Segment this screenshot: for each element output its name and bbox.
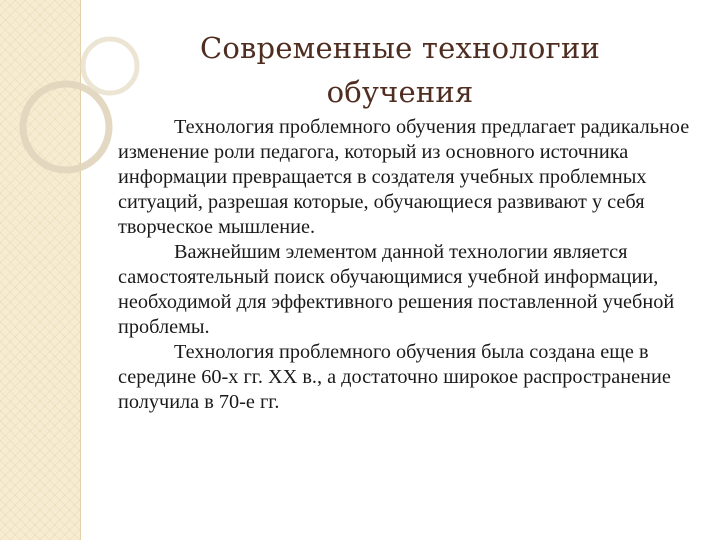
slide-title-line-2: обучения xyxy=(326,75,474,109)
slide-body xyxy=(118,115,692,415)
large-ring xyxy=(23,84,109,170)
slide-title xyxy=(120,26,680,114)
paragraph-history: Технология проблемного обучения была создана еще в середине 60-х гг. XX в., а достаточно широкое распространение получила в 70-е гг. xyxy=(118,341,671,413)
paragraph-role-change: Технология проблемного обучения предлагает радикальное изменение роли педагога, который из основного источника информации превращается в создателя учебных проблемных ситуаций, разрешая которые, обучающиеся развивают у себя творческое мышление. xyxy=(118,116,690,238)
slide-title-line-1: Современные технологии xyxy=(199,31,601,65)
paragraph-key-element: Важнейшим элементом данной технологии является самостоятельный поиск обучающимися учебной информации, необходимой для эффективного решения поставленной учебной проблемы. xyxy=(118,241,675,338)
